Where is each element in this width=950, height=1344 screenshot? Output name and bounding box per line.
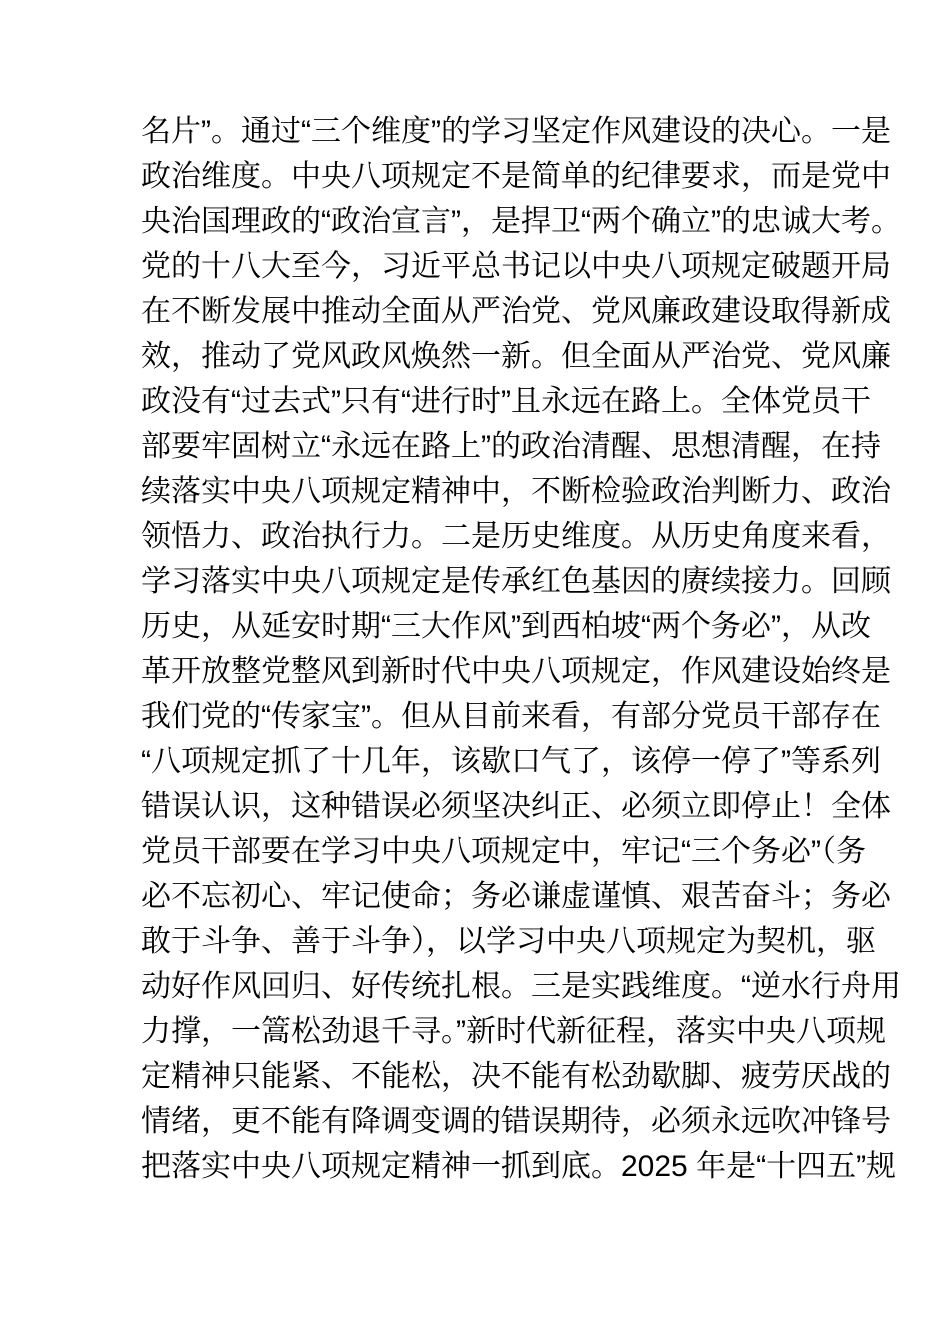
text-line: 部要牢固树立“永远在路上”的政治清醒、思想清醒，在持 xyxy=(141,430,881,463)
text-line: 敢于斗争、善于斗争），以学习中央八项规定为契机，驱 xyxy=(141,925,876,958)
text-line: 政治维度。中央八项规定不是简单的纪律要求，而是党中 xyxy=(141,160,891,193)
text-line: 政没有“过去式”只有“进行时”且永远在路上。全体党员干 xyxy=(141,385,871,418)
text-line: “八项规定抓了十几年，该歇口气了，该停一停了”等系列 xyxy=(141,745,881,778)
text-line: 名片”。通过“三个维度”的学习坚定作风建设的决心。一是 xyxy=(141,115,891,148)
text-line: 续落实中央八项规定精神中，不断检验政治判断力、政治 xyxy=(141,475,891,508)
text-line: 把落实中央八项规定精神一抓到底。2025 年是“十四五”规 xyxy=(141,1150,897,1183)
text-line: 领悟力、政治执行力。二是历史维度。从历史角度来看， xyxy=(141,520,891,553)
text-line: 效，推动了党风政风焕然一新。但全面从严治党、党风廉 xyxy=(141,340,891,373)
text-line: 我们党的“传家宝”。但从目前来看，有部分党员干部存在 xyxy=(141,700,881,733)
text-line: 党员干部要在学习中央八项规定中，牢记“三个务必”（务 xyxy=(141,835,866,868)
text-line: 在不断发展中推动全面从严治党、党风廉政建设取得新成 xyxy=(141,295,891,328)
text-line: 央治国理政的“政治宣言”，是捍卫“两个确立”的忠诚大考。 xyxy=(141,205,901,238)
text-line: 党的十八大至今，习近平总书记以中央八项规定破题开局 xyxy=(141,250,891,283)
text-line: 情绪，更不能有降调变调的错误期待，必须永远吹冲锋号 xyxy=(141,1105,891,1138)
text-line: 必不忘初心、牢记使命；务必谦虚谨慎、艰苦奋斗；务必 xyxy=(141,880,891,913)
text-line: 错误认识，这种错误必须坚决纠正、必须立即停止！全体 xyxy=(141,790,891,823)
text-line: 定精神只能紧、不能松，决不能有松劲歇脚、疲劳厌战的 xyxy=(141,1060,891,1093)
text-line: 学习落实中央八项规定是传承红色基因的赓续接力。回顾 xyxy=(141,565,891,598)
text-line: 动好作风回归、好传统扎根。三是实践维度。“逆水行舟用 xyxy=(141,970,901,1003)
text-line: 历史，从延安时期“三大作风”到西柏坡“两个务必”，从改 xyxy=(141,610,871,643)
text-line: 革开放整党整风到新时代中央八项规定，作风建设始终是 xyxy=(141,655,891,688)
text-line: 力撑，一篙松劲退千寻。”新时代新征程，落实中央八项规 xyxy=(141,1015,886,1048)
document-paragraph xyxy=(141,109,901,1189)
